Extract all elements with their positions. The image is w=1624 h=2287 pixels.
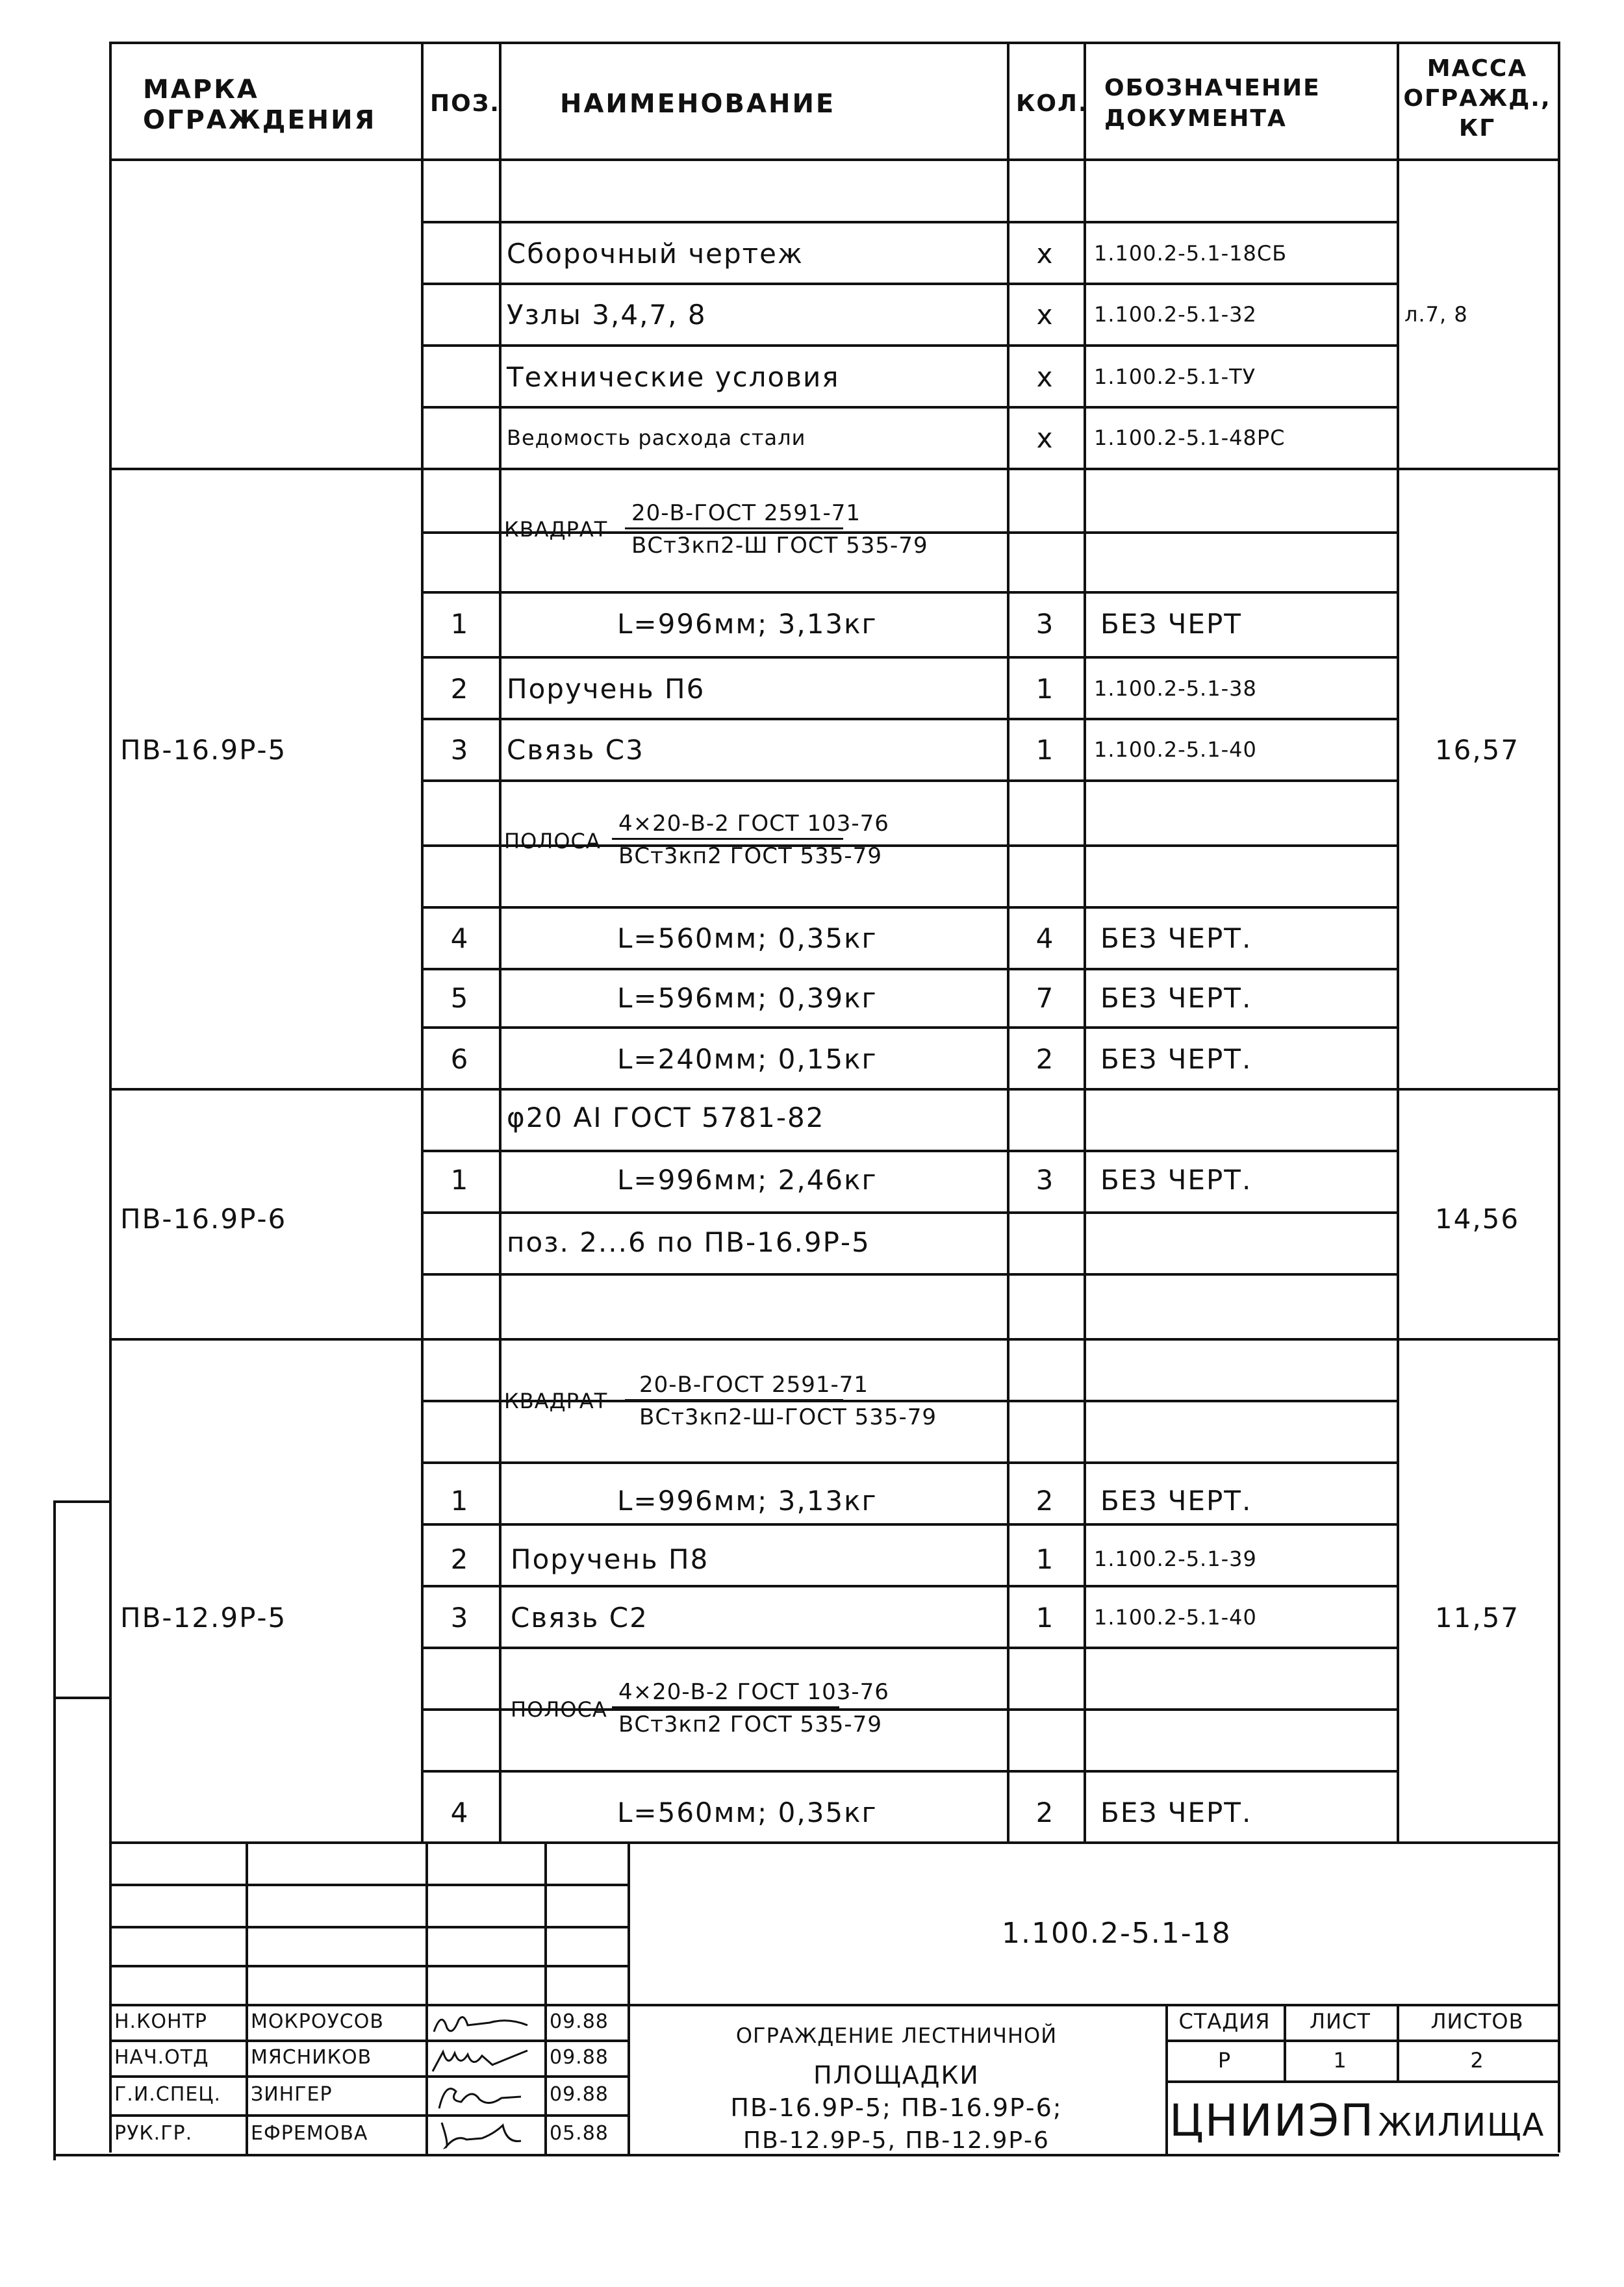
staff-date: 09.88 [550, 2046, 609, 2069]
staff-date: 09.88 [550, 2083, 609, 2106]
material-bottom: ВСт3кп2 ГОСТ 535-79 [618, 843, 882, 869]
header-doc-line2: ДОКУМЕНТА [1104, 105, 1287, 132]
group3-mass: 11,57 [1434, 1602, 1520, 1634]
group3-mark: ПВ-12.9Р-5 [120, 1602, 287, 1634]
item-pos: 3 [450, 1602, 470, 1634]
material-bottom: ВСт3кп2-Ш-ГОСТ 535-79 [639, 1404, 937, 1430]
organization-part2: ЖИЛИЩА [1378, 2107, 1545, 2143]
rule [246, 1841, 248, 2154]
item-qty: 2 [1035, 1043, 1055, 1075]
staff-date: 09.88 [550, 2010, 609, 2033]
item-doc: БЕЗ ЧЕРТ. [1100, 1164, 1252, 1196]
item-pos: 1 [450, 608, 470, 640]
item-doc: 1.100.2-5.1-38 [1094, 676, 1257, 701]
item-qty: 2 [1035, 1797, 1055, 1828]
rule [109, 1841, 1559, 1844]
item-doc: 1.100.2-5.1-39 [1094, 1547, 1257, 1571]
rule [421, 406, 1397, 409]
staff-name: МОКРОУСОВ [251, 2010, 384, 2033]
item-doc: 1.100.2-5.1-40 [1094, 737, 1257, 762]
staff-role: НАЧ.ОТД [114, 2046, 209, 2069]
rule [421, 591, 1397, 594]
item-pos: 1 [450, 1485, 470, 1517]
doc-row-name: Ведомость расхода стали [507, 425, 806, 450]
rule [1165, 2080, 1559, 2083]
item-pos: 5 [450, 982, 470, 1014]
rule [421, 968, 1397, 970]
fraction-bar [612, 1706, 839, 1708]
rule [421, 656, 1397, 659]
rule [421, 1211, 1397, 1214]
group2-reference: поз. 2...6 по ПВ-16.9Р-5 [507, 1226, 870, 1258]
group1-mass: 16,57 [1434, 734, 1520, 766]
rule [544, 1841, 547, 2154]
rule [421, 1461, 1397, 1464]
rule [421, 1273, 1397, 1276]
rule [109, 2075, 629, 2078]
group1-mark: ПВ-16.9Р-5 [120, 734, 287, 766]
rule [421, 1150, 1397, 1152]
rule [421, 718, 1397, 720]
material-bottom: ВСт3кп2 ГОСТ 535-79 [618, 1712, 882, 1737]
rule [53, 1697, 109, 1699]
rule [421, 221, 1397, 223]
material-top: 4×20-В-2 ГОСТ 103-76 [618, 811, 889, 837]
group2-mark: ПВ-16.9Р-6 [120, 1203, 287, 1235]
staff-name: ЗИНГЕР [251, 2083, 333, 2106]
title-line4: ПВ-12.9Р-5, ПВ-12.9Р-6 [743, 2127, 1050, 2154]
rule [421, 779, 1397, 782]
material-bottom: ВСт3кп2-Ш ГОСТ 535-79 [631, 533, 928, 559]
doc-row-name: Технические условия [507, 361, 840, 393]
rule [109, 1884, 629, 1886]
item-qty: 4 [1035, 922, 1055, 954]
header-name: НАИМЕНОВАНИЕ [560, 89, 836, 119]
header-mass-line3: КГ [1458, 115, 1496, 142]
item-name: L=560мм; 0,35кг [617, 1797, 878, 1828]
doc-row-qty: х [1036, 299, 1054, 331]
doc-row-name: Узлы 3,4,7, 8 [507, 299, 707, 331]
item-pos: 3 [450, 734, 470, 766]
item-name: L=560мм; 0,35кг [617, 922, 878, 954]
rule [421, 344, 1397, 347]
staff-role: Н.КОНТР [114, 2010, 207, 2033]
title-line2: ПЛОЩАДКИ [813, 2061, 980, 2090]
signature-efremova [430, 2116, 540, 2150]
doc-row-doc: 1.100.2-5.1-18СБ [1094, 241, 1288, 266]
item-doc: БЕЗ ЧЕРТ [1100, 608, 1242, 640]
item-pos: 4 [450, 1797, 470, 1828]
sheets-label: ЛИСТОВ [1430, 2009, 1524, 2034]
item-qty: 1 [1035, 1543, 1055, 1575]
header-marka-line2: ОГРАЖДЕНИЯ [143, 105, 377, 135]
fraction-bar [625, 1399, 843, 1401]
rule [109, 2004, 1559, 2006]
header-pos: ПОЗ. [430, 90, 500, 117]
rule [1397, 42, 1399, 1841]
organization-name [1169, 2095, 1545, 2147]
sheet-label: ЛИСТ [1310, 2009, 1371, 2034]
rule [421, 1647, 1397, 1649]
stage-label: СТАДИЯ [1178, 2009, 1271, 2034]
item-name: L=596мм; 0,39кг [617, 982, 878, 1014]
doc-row-name: Сборочный чертеж [507, 238, 804, 270]
organization-part1: ЦНИИЭП [1169, 2095, 1375, 2147]
material-top: 20-В-ГОСТ 2591-71 [631, 500, 861, 526]
item-qty: 1 [1035, 1602, 1055, 1634]
item-name: Связь С3 [507, 734, 644, 766]
rule [499, 42, 501, 1841]
rule [109, 1965, 629, 1967]
doc-row-doc: 1.100.2-5.1-48РС [1094, 425, 1286, 450]
group0-mass: л.7, 8 [1404, 302, 1468, 327]
item-doc: БЕЗ ЧЕРТ. [1100, 1043, 1252, 1075]
rule [421, 906, 1397, 909]
doc-row-doc: 1.100.2-5.1-ТУ [1094, 364, 1256, 389]
rule [109, 42, 112, 2153]
signature-myasnikov [430, 2043, 540, 2077]
item-qty: 1 [1035, 734, 1055, 766]
rule [109, 1338, 1559, 1341]
rule [1165, 2040, 1559, 2042]
rule [421, 1523, 1397, 1526]
staff-name: ЕФРЕМОВА [251, 2122, 368, 2145]
rule [53, 1500, 56, 2160]
header-marka-line1: МАРКА [143, 75, 259, 105]
rule [109, 1926, 629, 1928]
material-label: КВАДРАТ [504, 1389, 608, 1413]
item-name: Поручень П8 [511, 1543, 709, 1575]
rule [109, 2040, 629, 2042]
item-doc: БЕЗ ЧЕРТ. [1100, 922, 1252, 954]
rule [109, 1088, 1559, 1091]
header-qty: КОЛ. [1016, 90, 1089, 117]
item-pos: 2 [450, 1543, 470, 1575]
rule [421, 1585, 1397, 1587]
item-doc: 1.100.2-5.1-40 [1094, 1605, 1257, 1630]
item-doc: БЕЗ ЧЕРТ. [1100, 1797, 1252, 1828]
rule [53, 2154, 1559, 2156]
title-line1: ОГРАЖДЕНИЕ ЛЕСТНИЧНОЙ [735, 2023, 1058, 2048]
item-pos: 2 [450, 673, 470, 705]
group2-mass: 14,56 [1434, 1203, 1520, 1235]
item-name: Связь С2 [511, 1602, 648, 1634]
item-name: L=240мм; 0,15кг [617, 1043, 878, 1075]
item-name: L=996мм; 2,46кг [617, 1164, 878, 1196]
stage-value: Р [1217, 2048, 1232, 2073]
rule [1084, 42, 1086, 1841]
header-mass-line2: ОГРАЖД., [1403, 85, 1551, 112]
header-doc-line1: ОБОЗНАЧЕНИЕ [1104, 75, 1321, 101]
sheets-value: 2 [1470, 2048, 1484, 2073]
fraction-bar [612, 838, 843, 840]
rule [53, 1500, 109, 1503]
fraction-bar [625, 527, 843, 529]
staff-name: МЯСНИКОВ [251, 2046, 372, 2069]
item-pos: 6 [450, 1043, 470, 1075]
material-top: 20-В-ГОСТ 2591-71 [639, 1372, 869, 1398]
signature-zinger [430, 2079, 540, 2112]
rule [109, 468, 1559, 470]
rule [1558, 42, 1560, 2153]
group2-material: φ20 AI ГОСТ 5781-82 [507, 1102, 825, 1133]
item-qty: 3 [1035, 1164, 1055, 1196]
item-qty: 2 [1035, 1485, 1055, 1517]
item-name: Поручень П6 [507, 673, 705, 705]
doc-row-qty: х [1036, 361, 1054, 393]
signature-mokrousov [430, 2006, 540, 2040]
item-pos: 1 [450, 1164, 470, 1196]
item-doc: БЕЗ ЧЕРТ. [1100, 1485, 1252, 1517]
rule [109, 42, 1559, 44]
staff-role: Г.И.СПЕЦ. [114, 2083, 222, 2106]
item-qty: 7 [1035, 982, 1055, 1014]
doc-row-doc: 1.100.2-5.1-32 [1094, 302, 1257, 327]
material-top: 4×20-В-2 ГОСТ 103-76 [618, 1679, 889, 1705]
staff-role: РУК.ГР. [114, 2122, 193, 2145]
title-line3: ПВ-16.9Р-5; ПВ-16.9Р-6; [730, 2093, 1063, 2122]
item-qty: 1 [1035, 673, 1055, 705]
doc-row-qty: х [1036, 422, 1054, 454]
staff-date: 05.88 [550, 2122, 609, 2145]
header-mass-line1: МАССА [1427, 55, 1528, 82]
item-pos: 4 [450, 922, 470, 954]
item-qty: 3 [1035, 608, 1055, 640]
document-code: 1.100.2-5.1-18 [1002, 1917, 1232, 1950]
item-name: L=996мм; 3,13кг [617, 1485, 878, 1517]
sheet-value: 1 [1333, 2048, 1347, 2073]
item-doc: БЕЗ ЧЕРТ. [1100, 982, 1252, 1014]
material-label: КВАДРАТ [504, 517, 608, 542]
rule [109, 158, 1559, 161]
rule [421, 283, 1397, 285]
doc-row-qty: х [1036, 238, 1054, 270]
item-name: L=996мм; 3,13кг [617, 608, 878, 640]
rule [421, 1026, 1397, 1029]
rule [425, 1841, 428, 2154]
material-label: ПОЛОСА [511, 1697, 607, 1722]
rule [421, 1770, 1397, 1773]
material-label: ПОЛОСА [504, 829, 601, 853]
rule [109, 2114, 629, 2117]
